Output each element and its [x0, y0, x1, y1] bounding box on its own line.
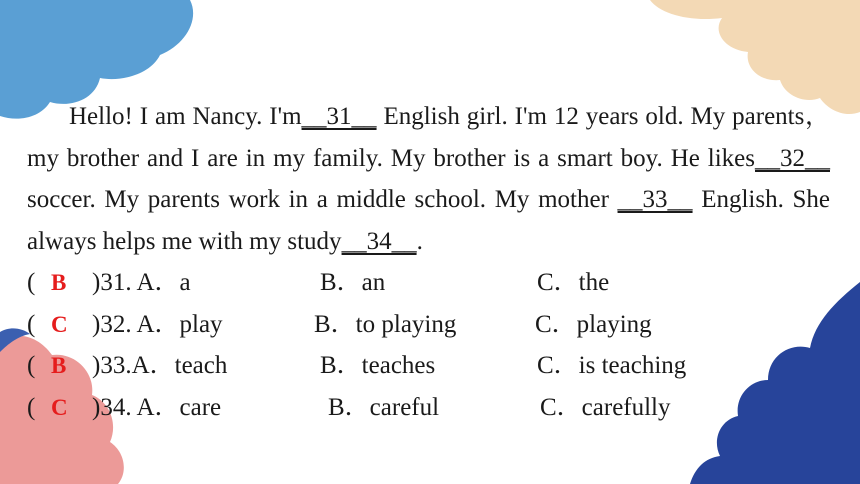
- blank-31: __31__: [301, 103, 377, 130]
- option-c: C．playing: [535, 311, 652, 338]
- question-paren: (: [27, 394, 36, 421]
- question-paren: (: [27, 352, 36, 379]
- blank-32: __32__: [755, 144, 830, 172]
- passage-text-end: .: [416, 227, 423, 255]
- option-b: B．teaches: [320, 352, 436, 379]
- question-paren: (: [27, 269, 36, 296]
- option-b: B．to playing: [314, 311, 457, 338]
- passage-text-a: English girl. I'm 12 years old. My parents，my brother and I are in my family. My brother is a smart boy. He likes: [27, 103, 831, 172]
- answer-letter: B: [51, 270, 67, 295]
- option-a: )32. A．play: [92, 311, 223, 338]
- reading-passage: [27, 96, 830, 262]
- question-paren: (: [27, 311, 36, 338]
- passage-text-c: English. She always helps me with my study: [27, 186, 830, 255]
- answer-letter: C: [51, 312, 68, 337]
- passage-text-b: soccer. My parents work in a middle school. My mother: [27, 186, 618, 213]
- passage-line1-pre: Hello! I am Nancy. I'm: [69, 103, 302, 130]
- option-a: )31. A．a: [92, 269, 191, 296]
- option-b: B．careful: [328, 394, 440, 421]
- option-c: C．the: [537, 269, 610, 296]
- option-b: B．an: [320, 269, 386, 296]
- answer-letter: C: [51, 395, 68, 420]
- option-c: C．is teaching: [537, 352, 687, 379]
- option-a: )33.A．teach: [92, 352, 228, 379]
- option-c: C．carefully: [540, 394, 671, 421]
- option-a: )34. A．care: [92, 394, 222, 421]
- blank-34: __34__: [341, 227, 417, 255]
- blank-33: __33__: [617, 186, 693, 213]
- answer-letter: B: [51, 353, 67, 378]
